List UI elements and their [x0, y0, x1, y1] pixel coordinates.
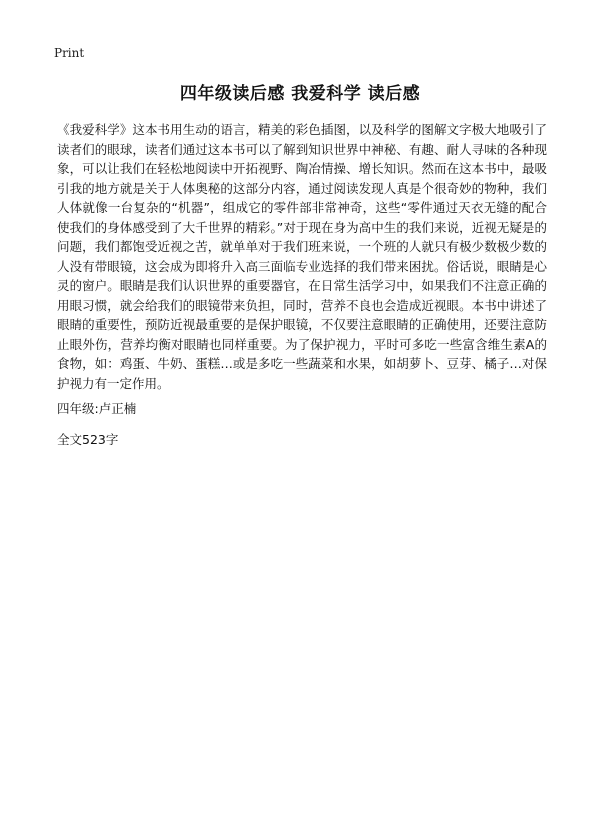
document-body: 《我爱科学》这本书用生动的语言，精美的彩色插图，以及科学的图解文字极大地吸引了读者们的眼球，读者们通过这本书可以了解到知识世界中神秘、有趣、耐人寻味的各种现象，可以让我们在轻松地阅读中开拓视野、陶冶情操、增长知识。然而在这本书中，最吸引我的地方就是关于人体奥秘的这部分内容，通过阅读发现人真是个很奇妙的物种，我们人体就像一台复杂的“机器”，组成它的零件部非常神奇，这些“零件通过天衣无缝的配合使我们的身体感受到了大千世界的精彩。”对于现在身为高中生的我们来说，近视无疑是的问题，我们都饱受近视之苦，就单单对于我们班来说，一个班的人就只有极少数极少数的人没有带眼镜，这会成为即将升入高三面临专业选择的我们带来困扰。俗话说，眼睛是心灵的窗户。眼睛是我们认识世界的重要器官，在日常生活学习中，如果我们不注意正确的用眼习惯，就会给我们的眼镜带来负担，同时，营养不良也会造成近视眼。本书中讲述了眼睛的重要性，预防近视最重要的是保护眼镜，不仅要注意眼睛的正确使用，还要注意防止眼外伤，营养均衡对眼睛也同样重要。为了保护视力，平时可多吃一些富含维生素A的食物，如：鸡蛋、牛奶、蛋糕…或是多吃一些蔬菜和水果，如胡萝卜、豆芽、橘子…对保护视力有一定作用。 — [57, 122, 547, 391]
document-title: 四年级读后感 我爱科学 读后感 — [179, 84, 421, 104]
word-count: 全文523字 — [57, 432, 119, 447]
print-link[interactable]: Print — [54, 46, 85, 60]
document-author: 四年级:卢正楠 — [57, 401, 137, 416]
